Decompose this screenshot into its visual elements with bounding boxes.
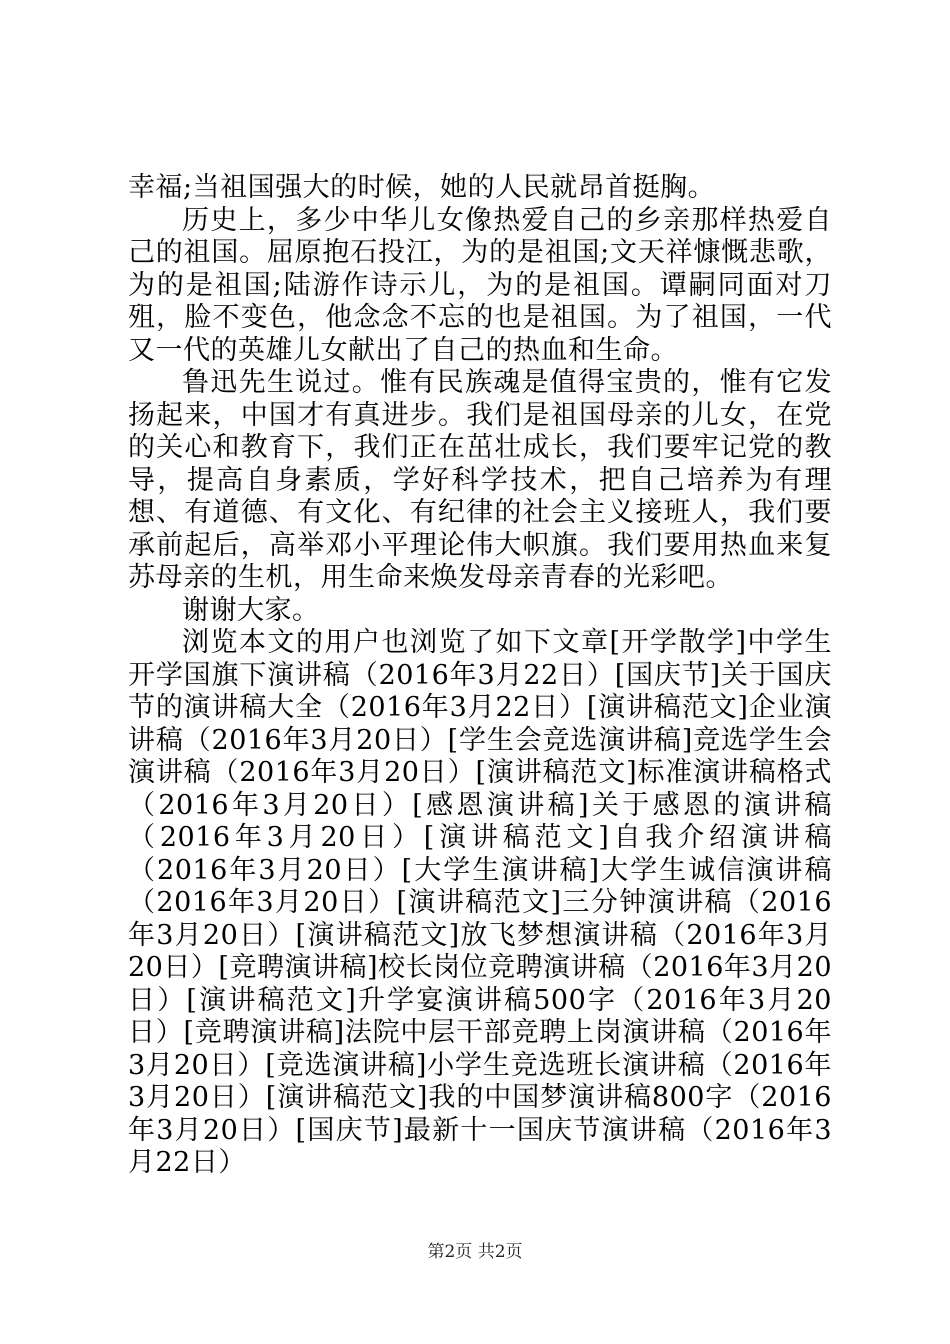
page-number-label: 第2页 共2页: [427, 1242, 523, 1262]
paragraph-continuation: 幸福;当祖国强大的时候，她的人民就昂首挺胸。: [128, 172, 716, 203]
paragraph-luxun: 鲁迅先生说过。惟有民族魂是值得宝贵的，惟有它发扬起来，中国才有真进步。我们是祖国母亲的儿女，在党的关心和教育下，我们正在茁壮成长，我们要牢记党的教导，提高自身素质，学好科学技术，把自己培养为有理想、有道德、有文化、有纪律的社会主义接班人，我们要承前起后，高举邓小平理论伟大帜旗。我们要用热血来复苏母亲的生机，用生命来焕发母亲青春的光彩吧。: [128, 367, 832, 593]
page-footer: [0, 1242, 950, 1262]
paragraph-thanks: 谢谢大家。: [182, 594, 320, 626]
document-body: [128, 172, 832, 1180]
paragraph-related-articles: 浏览本文的用户也浏览了如下文章[开学散学]中学生开学国旗下演讲稿（2016年3月22日）[国庆节]关于国庆节的演讲稿大全（2016年3月22日）[演讲稿范文]企业演讲稿（2016年3月20日）[学生会竞选演讲稿]竞选学生会演讲稿（2016年3月20日）[演讲稿范文]标准演讲稿格式（2016年3月20日）[感恩演讲稿]关于感恩的演讲稿（2016年3月20日）[演讲稿范文]自我介绍演讲稿（2016年3月20日）[大学生演讲稿]大学生诚信演讲稿（2016年3月20日）[演讲稿范文]三分钟演讲稿（2016年3月20日）[演讲稿范文]放飞梦想演讲稿（2016年3月20日）[竞聘演讲稿]校长岗位竞聘演讲稿（2016年3月20日）[演讲稿范文]升学宴演讲稿500字（2016年3月20日）[竞聘演讲稿]法院中层干部竞聘上岗演讲稿（2016年3月20日）[竞选演讲稿]小学生竞选班长演讲稿（2016年3月20日）[演讲稿范文]我的中国梦演讲稿800字（2016年3月20日）[国庆节]最新十一国庆节演讲稿（2016年3月22日）: [128, 627, 832, 1178]
paragraph-history: 历史上，多少中华儿女像热爱自己的乡亲那样热爱自己的祖国。屈原抱石投江，为的是祖国;文天祥慷慨悲歌，为的是祖国;陆游作诗示儿，为的是祖国。谭嗣同面对刀殂，脸不变色，他念念不忘的也是祖国。为了祖国，一代又一代的英雄儿女献出了自己的热血和生命。: [128, 204, 832, 366]
